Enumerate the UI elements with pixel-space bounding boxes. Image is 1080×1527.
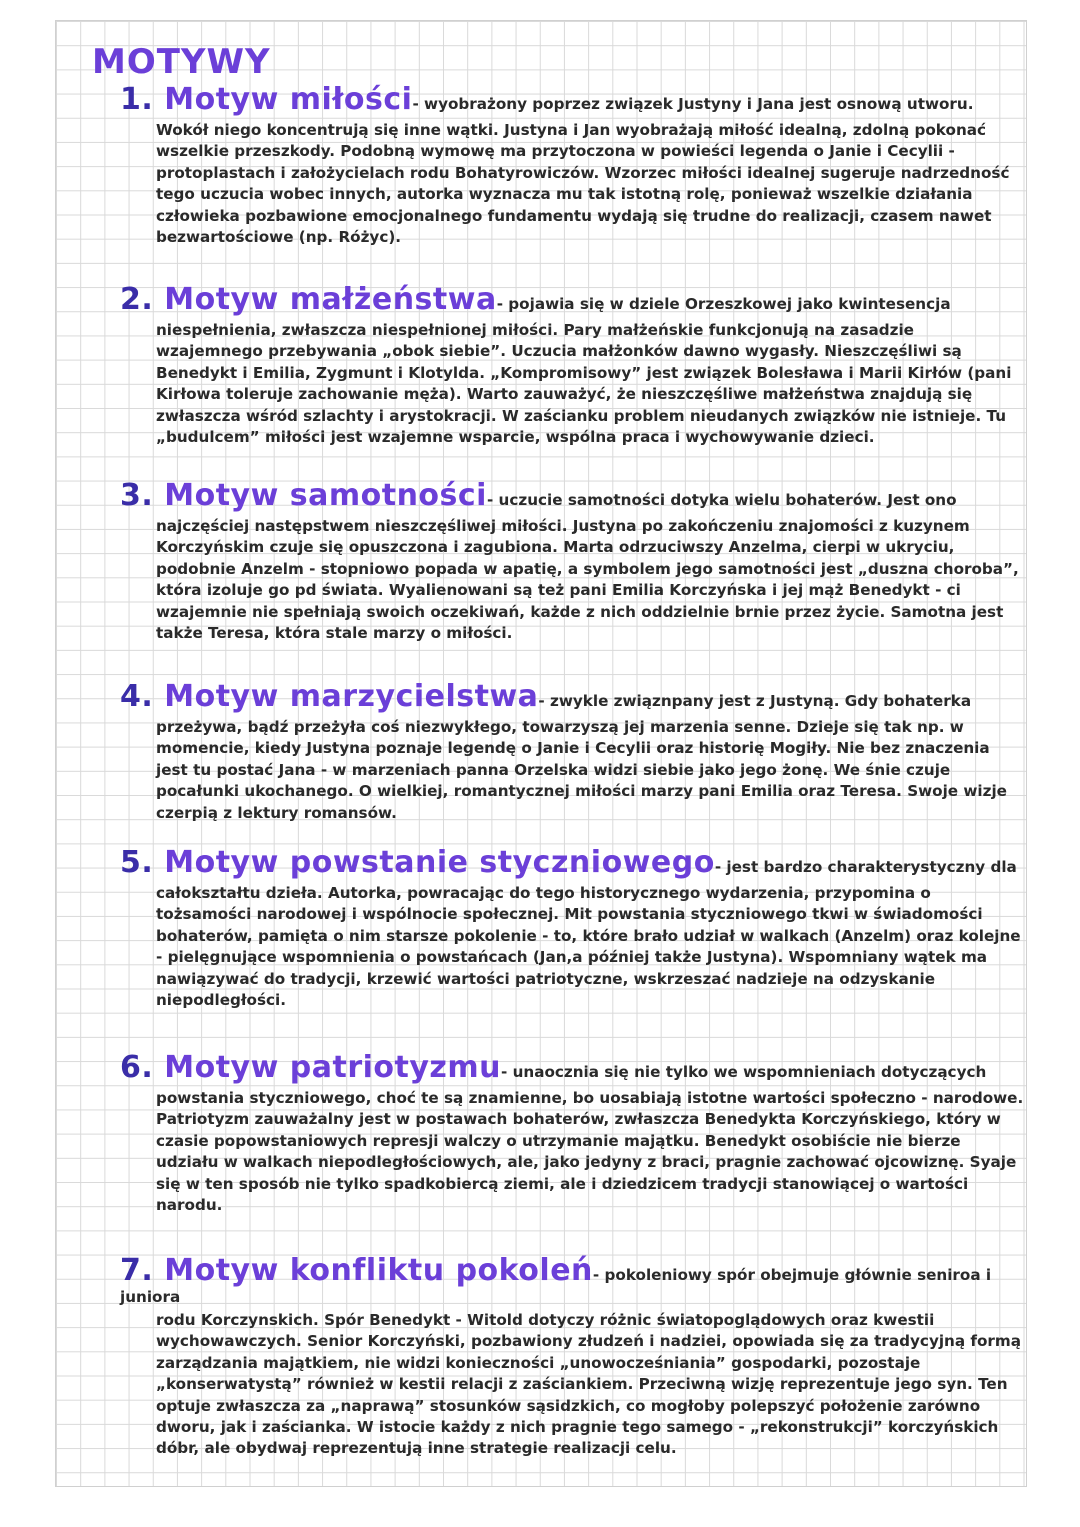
section-title: Motyw małżeństwa [164,282,497,317]
section-lead: - wyobrażony poprzez związek Justyny i Jana jest osnową utworu. [412,95,974,113]
section-body: całokształtu dzieła. Autorka, powracając do tego historycznego wydarzenia, przypomina o tożsamości narodowej i wspólnocie społecznej. Mit powstania styczniowego tkwi w świadomości bohaterów, pamięta o nim starsze pokolenie - to, które brało udział w walkach (Anzelm) oraz kolejne - pielęgnujące wspomnienia o powstańcach (Jan,a później także Justyna). Wspomniany wątek ma nawiązywać do tradycji, krzewić wartości patriotyczne, wskrzeszać nadzieje na odzyskanie niepodległości. [156,884,1021,1010]
section-title: Motyw konfliktu pokoleń [164,1253,593,1288]
section-motyw-powstania [120,845,1025,1011]
section-body: przeżywa, bądź przeżyła coś niezwykłego, towarzyszą jej marzenia senne. Dzieje się tak np. w momencie, kiedy Justyna poznaje legendę o Janie i Cecylii oraz historię Mogiły. Nie bez znaczenia jest tu postać Jana - w marzeniach panna Orzelska widzi siebie jako jego żonę. We śnie czuje pocałunki ukochanego. O wielkiej, romantycznej miłości marzy pani Emilia oraz Teresa. Swoje wizje czerpią z lektury romansów. [156,718,1007,822]
section-lead: - zwykle związnpany jest z Justyną. Gdy bohaterka [538,692,972,710]
section-heading [120,82,412,117]
section-motyw-samotnosci [120,478,1025,644]
section-title: Motyw miłości [164,82,413,117]
section-lead: - unaocznia się nie tylko we wspomnieniach dotyczących [500,1063,987,1081]
section-number: 1. [120,82,154,117]
section-number: 7. [120,1253,154,1288]
section-heading [120,845,715,880]
section-number: 6. [120,1050,154,1085]
section-motyw-konfliktu-pokolen [120,1253,1025,1460]
section-heading [120,282,497,317]
section-lead: - pokoleniowy spór obejmuje głównie seniroa i juniora [120,1266,992,1306]
section-heading [120,1253,593,1288]
section-number: 4. [120,679,154,714]
section-number: 3. [120,478,154,513]
section-motyw-milosci [120,82,1025,248]
section-body: rodu Korczynskich. Spór Benedykt - Witold dotyczy różnic światopoglądowych oraz kwestii wychowawczych. Senior Korczyński, pozbawiony złudzeń i nadziei, opowiada się za tradycyjną formą zarządzania majątkiem, nie widzi konieczności „unowocześniania” gospodarki, pozostaje „konserwatystą” również w kestii relacji z zaściankiem. Przeciwną wizję reprezentuje jego syn. Ten optuje zwłaszcza za „naprawą” stosunków sąsidzkich, co mogłoby polepszyć położenie zarówno dworu, jak i zaścianka. W istocie każdy z nich pragnie tego samego - „rekonstrukcji” korczyńskich dóbr, ale obydwaj reprezentują inne strategie realizacji celu. [156,1311,1021,1458]
page-title: MOTYWY [92,42,271,82]
section-number: 2. [120,282,154,317]
section-lead: - pojawia się w dziele Orzeszkowej jako kwintesencja [496,295,951,313]
section-motyw-patriotyzmu [120,1050,1025,1216]
section-body: Wokół niego koncentrują się inne wątki. Justyna i Jan wyobrażają miłość idealną, zdolną pokonać wszelkie przeszkody. Podobną wymowę ma przytoczona w powieści legenda o Janie i Cecylii - protoplastach i założycielach rodu Bohatyrowiczów. Wzorzec miłości idealnej sugeruje nadrzedność tego uczucia wobec innych, autorka wyznacza mu tak istotną rolę, ponieważ wszelkie działania człowieka pozbawione emocjonalnego fundamentu wydają się trudne do realizacji, czasem nawet bezwartościowe (np. Różyc). [156,121,1010,247]
section-number: 5. [120,845,154,880]
section-title: Motyw patriotyzmu [164,1050,501,1085]
section-heading [120,478,487,513]
section-body: najczęściej następstwem nieszczęśliwej miłości. Justyna po zakończeniu znajomości z kuzynem Korczyńskim czuje się opuszczona i zagubiona. Marta odrzuciwszy Anzelma, cierpi w ukryciu, podobnie Anzelm - stopniowo popada w apatię, a symbolem jego samotności jest „duszna choroba”, która izoluje go pd świata. Wyalienowani są też pani Emilia Korczyńska i jej mąż Benedykt - ci wzajemnie nie spełniają swoich oczekiwań, każde z nich oddzielnie brnie przez życie. Samotna jest także Teresa, która stale marzy o miłości. [156,517,1019,643]
section-body: niespełnienia, zwłaszcza niespełnionej miłości. Pary małżeńskie funkcjonują na zasadzie wzajemnego przebywania „obok siebie”. Uczucia małżonków dawno wygasły. Nieszczęśliwi są Benedykt i Emilia, Zygmunt i Klotylda. „Kompromisowy” jest związek Bolesława i Marii Kirłów (pani Kirłowa toleruje zachowanie męża). Warto zauważyć, że nieszczęśliwe małżeństwa znajdują się zwłaszcza wśród szlachty i arystokracji. W zaścianku problem nieudanych związków nie istnieje. Tu „budulcem” miłości jest wzajemne wsparcie, wspólna praca i wychowywanie dzieci. [156,321,1012,447]
section-title: Motyw powstanie styczniowego [164,845,715,880]
section-body: powstania styczniowego, choć te są znamienne, bo uosabiają istotne wartości społeczno - narodowe. Patriotyzm zauważalny jest w postawach bohaterów, zwłaszcza Benedykta Korczyńskiego, który w czasie popowstaniowych represji walczy o utrzymanie majątku. Benedykt osobiście nie bierze udziału w walkach niepodległościowych, ale, jako jedyny z braci, pragnie zachować ojcowiznę. Syaje się w ten sposób nie tylko spadkobiercą ziemi, ale i dziedzicem tradycji stanowiącej o wartości narodu. [156,1089,1024,1215]
section-heading [120,679,538,714]
section-lead: - jest bardzo charakterystyczny dla [714,858,1017,876]
section-motyw-marzycielstwa [120,679,1025,824]
section-heading [120,1050,501,1085]
section-title: Motyw samotności [164,478,487,513]
section-motyw-malzenstwa [120,282,1025,448]
section-lead: - uczucie samotności dotyka wielu bohaterów. Jest ono [486,491,957,509]
section-title: Motyw marzycielstwa [164,679,539,714]
